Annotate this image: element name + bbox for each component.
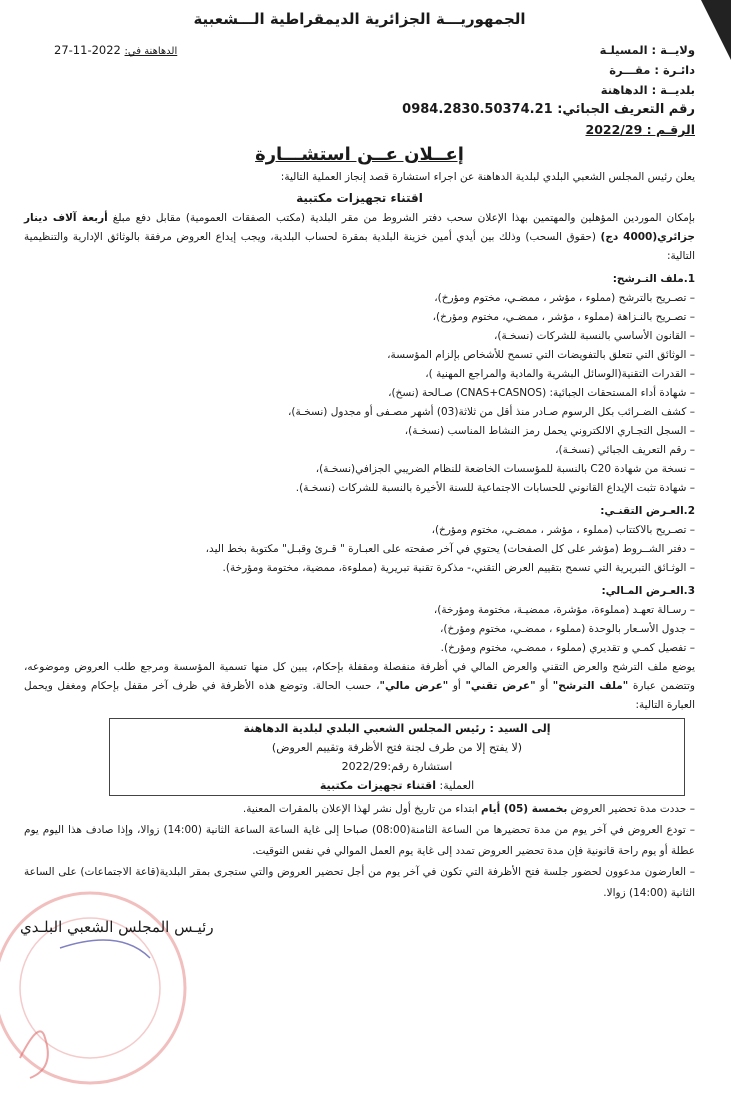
section-3-list [24, 601, 695, 658]
term-opening-session: – العارضون مدعوون لحضور جلسة فتح الأظرفة التي تكون في آخر يوم من أجل تحضير العروض والتي ستجرى بمقر البلدية(قاعة الاجتماعات) على الساعة الثانية (14:00) زوالا. [24, 866, 695, 899]
envelope-text: يوضع ملف الترشح والعرض التقني والعرض المالي في أظرفة منفصلة ومقفلة بإحكام، يبين كل منها تسمية المؤسسة ومرجع طلب العروض وموضوعه، وتتضمن عبارة [24, 661, 695, 692]
list-item: – جدول الأسـعار بالوحدة (مملوء ، ممضـي، مختوم ومؤرخ)، [440, 623, 695, 635]
list-item: – رقم التعريف الجبائي (نسخـة)، [555, 444, 695, 456]
intro-text: يعلن رئيس المجلس الشعبي البلدي لبلدية الدهاهنة عن اجراء استشارة قصد إنجاز العملية التالية: [280, 171, 695, 183]
signature-title: رئيـس المجلس الشعبي البلـدي [20, 918, 214, 936]
section-1-list [24, 289, 695, 498]
or-text: أو [448, 680, 466, 692]
official-stamp [0, 868, 200, 1098]
list-item: – شهادة تثبت الإيداع القانوني للحسابات الاجتماعية للسنة الأخيرة بالنسبة للشركات (نسخـة). [295, 482, 695, 494]
republic-title: الجمهوريـــة الجزائرية الديمقراطية الـــشعبية [193, 10, 526, 28]
or-text: أو [535, 680, 553, 692]
list-item: – السجل التجـاري الالكتروني يحمل رمز النشاط المناسب (نسخـة)، [404, 425, 695, 437]
signature-block [20, 918, 695, 1068]
list-item: – تفصيل كمـي و تقديري (مملوء ، ممضـي، مختوم ومؤرخ). [440, 642, 695, 654]
list-item: – تصـريح بالترشح (مملوء ، مؤشر ، ممضـي، مختوم ومؤرخ)، [434, 292, 695, 304]
envelope-label-technical: "عرض تقني" [465, 680, 536, 692]
list-item: – تصـريح بالنـزاهة (مملوء ، مؤشر ، ممضـي، مختوم ومؤرخ)، [432, 311, 695, 323]
list-item: – الوثائق التي تتعلق بالتفويضات التي تسمح للأشخاص بإلزام المؤسسة، [387, 349, 695, 361]
envelope-note: (لا يفتح إلا من طرف لجنة فتح الأظرفة وتقييم العروض) [271, 741, 523, 754]
date-line [54, 40, 177, 62]
term-text-2: ابتداء من تاريخ أول نشر لهذا الإعلان بالمقرات المعنية. [242, 803, 482, 815]
paragraph-text: بإمكان الموردين المؤهلين والمهتمين بهذا الإعلان سحب دفتر الشروط من مقر البلدية (مكتب الصفقات العمومية) مقابل دفع مبلغ [107, 212, 695, 224]
envelope-label-financial: "عرض مالي" [379, 680, 449, 692]
list-item: – تصـريح بالاكتتاب (مملوء ، مؤشر ، ممضـي، مختوم ومؤرخ)، [431, 524, 695, 536]
list-item: – القدرات التقنية(الوسائل البشرية والمادية والمراجع المهنية )، [425, 368, 695, 380]
paragraph-text-2: (حقوق السحب) وذلك بين أيدي أمين خزينة البلدية بمقرة لحساب البلدية، ويجب إيداع العروض مرفقة بالوثائق الإدارية والتنظيمية التالية: [24, 231, 695, 262]
operation-label: العملية: [436, 779, 475, 792]
section-2-list [24, 521, 695, 578]
withdrawal-paragraph [24, 209, 695, 266]
amount: أربعة آلاف دينار جزائري(4000 دج) [24, 212, 695, 243]
envelope-label-candidacy: "ملف الترشح" [552, 680, 629, 692]
envelope-operation [110, 776, 684, 795]
list-item: – نسخة من شهادة C20 بالنسبة للمؤسسات الخاضعة للنظام الضريبي الجزافي(نسخـة)، [315, 463, 695, 475]
wilaya: ولايــة : المسيلـة [599, 43, 695, 57]
list-item: – كشف الضـرائب بكل الرسوم صـادر منذ أقل من ثلاثة(03) أشهر مصـفى أو مجدول (نسخـة)، [288, 406, 695, 418]
list-item: – شهادة أداء المستحقات الجبائية: (CNAS+CASNOS) صـالحة (نسخ)، [388, 387, 695, 399]
header-block [24, 40, 695, 140]
list-item: – رسـالة تعهـد (مملوءة، مؤشرة، ممضيـة، مختومة ومؤرخة)، [433, 604, 695, 616]
reference-number: الرقـم : 2022/29 [585, 122, 695, 137]
operation-title: اقتناء تجهيزات مكتبية [296, 191, 423, 205]
section-2-heading: 2.العـرض التقنـي: [600, 505, 695, 517]
envelope-box [109, 718, 685, 796]
term-text: – حددت مدة تحضير العروض [567, 803, 695, 815]
envelope-consultation: استشارة رقم:2022/29 [341, 760, 453, 773]
daira: دائـرة : مقـــرة [609, 63, 695, 77]
envelope-text-2: ، حسب الحالة. وتوضع هذه الأظرفة في ظرف آخر مقفل بإحكام ومغفل ويحمل العبارة التالية: [24, 680, 695, 711]
term-days: بخمسة (05) أيام [481, 803, 568, 815]
operation-value: اقتناء تجهيزات مكتبية [319, 779, 437, 792]
tax-id: رقم التعريف الجبائي: 0984.2830.50374.21 [402, 102, 695, 117]
term-preparation-period [24, 799, 695, 820]
envelope-paragraph [24, 658, 695, 715]
list-item: – القانون الأساسي بالنسبة للشركات (نسخـة)، [493, 330, 695, 342]
section-3-heading: 3.العـرض المـالي: [601, 585, 695, 597]
term-deposit: – تودع العروض في آخر يوم من مدة تحضيرها من الساعة الثامنة(08:00) صباحا إلى غاية الساعة الساعة الثانية (14:00) زوالا، وإذا صادف هذا اليوم يوم عطلة أو يوم راحة قانونية فإن مدة تحضير العروض تمدد إلى غاية يوم العمل الموالي في نفس التوقيت. [24, 824, 695, 857]
section-1-heading: 1.ملف التـرشح: [612, 273, 695, 285]
date-value: 2022-11-27 [54, 43, 121, 57]
envelope-addressee: إلى السيد : رئيس المجلس الشعبي البلدي لبلدية الدهاهنة [243, 722, 551, 735]
list-item: – دفتر الشــروط (مؤشر على كل الصفحات) يحتوي في آخر صفحته على العبـارة " قـرئ وقبـل" مكتوبة بخط اليد، [205, 543, 695, 555]
announcement-title: إعــلان عــن استشـــارة [255, 144, 464, 165]
baladia: بلديــة : الدهاهنة [600, 83, 695, 97]
list-item: – الوثـائق التبريرية التي تسمح بتقييم العرض التقني،- مذكرة تقنية تبريرية (مملوءة، ممضية، مختومة ومؤرخة). [222, 562, 695, 574]
date-label: الدهاهنة في: [124, 46, 178, 57]
